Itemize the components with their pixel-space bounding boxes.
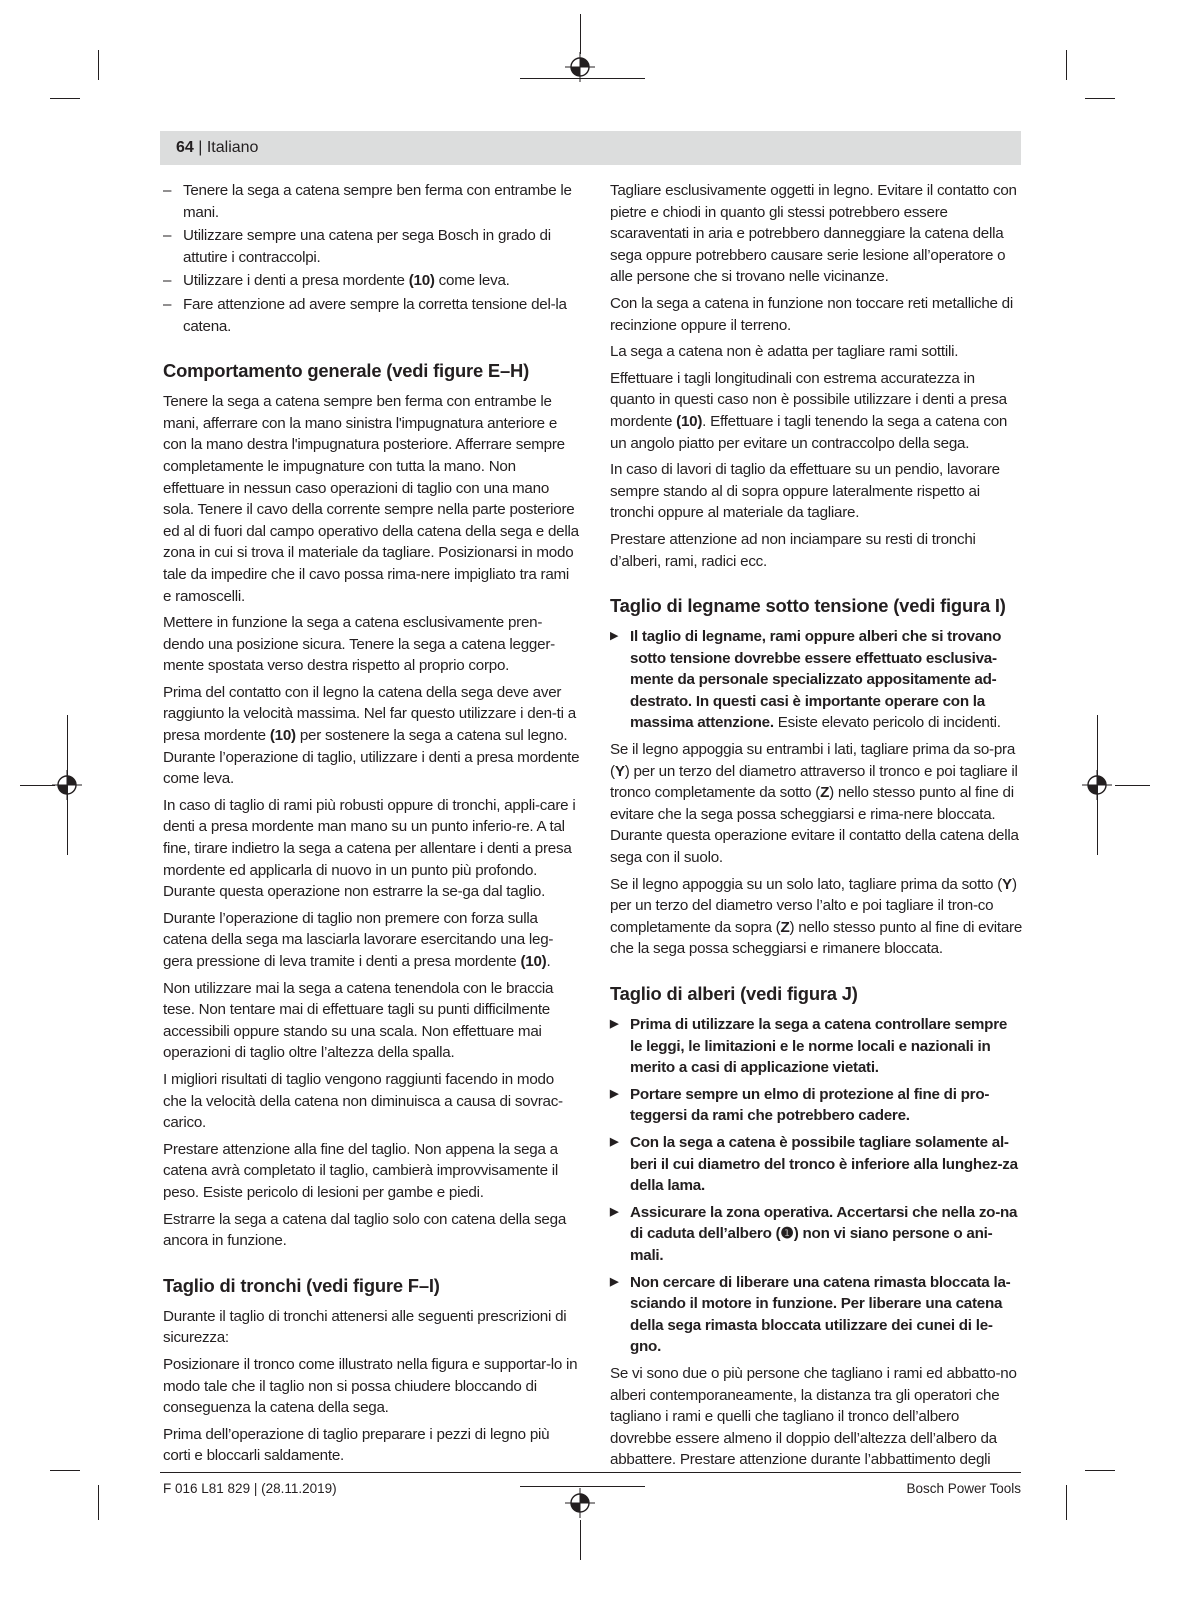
right-column [610, 180, 1022, 1476]
registration-mark-icon [1082, 770, 1112, 800]
registration-mark-icon [565, 52, 595, 82]
crop-mark [1085, 1470, 1115, 1471]
list-item: – Utilizzare i denti a presa mordente (10) come leva. [163, 270, 580, 292]
crop-mark [580, 1520, 581, 1560]
paragraph: Se il legno appoggia su entrambi i lati, tagliare prima da so-pra (Y) per un terzo del diametro attraverso il tronco e poi tagliare il tronco completamente da sotto (Z) nello stesso punto al fine di evitare che la sega possa scheggiarsi e rima-nere bloccata. Durante questa operazione evitare il contatto della catena della sega con il suolo. [610, 741, 1019, 867]
paragraph: Tagliare esclusivamente oggetti in legno. Evitare il contatto con pietre e chiodi in quanto gli stessi potrebbero essere scaraventati in aria e potrebbero danneggiare la catena della sega oppure potrebbero causare serie lesione all’operatore o alle persone che si trovano nelle vicinanze. [610, 182, 1017, 286]
paragraph: Durante il taglio di tronchi attenersi alle seguenti prescrizioni di sicurezza: [163, 1307, 567, 1347]
paragraph: Estrarre la sega a catena dal taglio solo con catena della sega ancora in funzione. [163, 1210, 567, 1250]
paragraph: La sega a catena non è adatta per tagliare rami sottili. [610, 343, 959, 361]
crop-mark [50, 1470, 80, 1471]
crop-mark [1115, 785, 1150, 786]
paragraph: Mettere in funzione la sega a catena esclusivamente pren-dendo una posizione sicura. Tenere la sega a catena legger-mente spostata verso destra rispetto al proprio corpo. [163, 614, 555, 675]
header-language: Italiano [206, 139, 259, 156]
crop-mark [1066, 1485, 1067, 1520]
paragraph: Prestare attenzione ad non inciampare su resti di tronchi d’alberi, rami, radici ecc. [610, 530, 976, 570]
crop-mark [1066, 50, 1067, 80]
section-heading: Comportamento generale (vedi figure E–H) [163, 360, 530, 382]
paragraph: Se vi sono due o più persone che tagliano i rami ed abbatto-no alberi contemporaneamente, la distanza tra gli operatori che tagliano i rami e quelli che tagliano il tronco dell’albero dovrebbe essere almeno il doppio dell’altezza dell’albero da abbattere. Prestare attenzione durante l’abbattimento degli [610, 1364, 1017, 1469]
warning-item: ▶ Portare sempre un elmo di protezione al fine di pro-teggersi da rami che potrebbero cadere. [610, 1084, 1022, 1127]
paragraph: Durante l’operazione di taglio non premere con forza sulla catena della sega ma lasciarla lavorare esercitando una leg-gera pressione di leva tramite i denti a presa mordente (10). [163, 909, 554, 970]
list-item: – Utilizzare sempre una catena per sega Bosch in grado di attutire i contraccolpi. [163, 225, 580, 268]
paragraph: Posizionare il tronco come illustrato nella figura e supportar-lo in modo tale che il taglio non si possa chiudere bloccando di conseguenza la catena della sega. [163, 1355, 578, 1417]
footer-divider [160, 1472, 1021, 1473]
paragraph: Non utilizzare mai la sega a catena tenendola con le braccia tese. Non tentare mai di effettuare tagli su punti difficilmente accessibili oppure stando su una scala. Non effettuare mai operazioni di taglio oltre l’altezza della spalla. [163, 979, 554, 1062]
warning-list [610, 1014, 1022, 1358]
section-heading: Taglio di tronchi (vedi figure F–I) [163, 1274, 440, 1296]
page-header [160, 131, 1021, 165]
paragraph: Effettuare i tagli longitudinali con estrema accuratezza in quanto in questi caso non è possibile utilizzare i denti a presa mordente (10). Effettuare i tagli tenendo la sega a catena con un angolo piatto per evitare un contraccolpo della sega. [610, 369, 1008, 452]
warning-item: ▶ Assicurare la zona operativa. Accertarsi che nella zo-na di caduta dell’albero (❶) non vi siano persone o ani-mali. [610, 1202, 1022, 1267]
paragraph: In caso di lavori di taglio da effettuare su un pendio, lavorare sempre stando al di sopra oppure lateralmente rispetto ai tronchi oppure al materiale da tagliare. [610, 461, 1000, 522]
warning-item: ▶ Non cercare di liberare una catena rimasta bloccata la-sciando il motore in funzione. Per liberare una catena della sega rimasta bloccata utilizzare dei cunei di le-gno. [610, 1272, 1022, 1358]
paragraph: Prima del contatto con il legno la catena della sega deve aver raggiunto la velocità massima. Nel far questo utilizzare i den-ti a presa mordente (10) per sostenere la sega a catena sul legno. Durante l’operazione di taglio, utilizzare i denti a presa mordente come leva. [163, 683, 580, 788]
paragraph: In caso di taglio di rami più robusti oppure di tronchi, appli-care i denti a presa mordente man mano su un punto inferio-re. A tal fine, tirare indietro la sega a catena per allentare i denti a presa mordente ed applicarla di nuovo in un punto più profondo. Durante questa operazione non estrarre la se-ga dal taglio. [163, 796, 576, 901]
paragraph: Tenere la sega a catena sempre ben ferma con entrambe le mani, afferrare con la mano sinistra l'impugnatura anteriore e con la mano destra l'impugnatura posteriore. Afferrare sempre completamente le impugnature con tutta la mano. Non effettuare in nessun caso operazioni di taglio con una mano sola. Tenere il cavo della corrente sempre nella parte posteriore ed al di fuori dal campo operativo della catena della sega e della zona in cui si trova il materiale da tagliare. Posizionarsi in modo tale da impedire che il cavo possa rima-nere impigliato tra rami e ramoscelli. [163, 393, 579, 605]
warning-list [610, 626, 1022, 734]
crop-mark [98, 50, 99, 80]
paragraph: Se il legno appoggia su un solo lato, tagliare prima da sotto (Y) per un terzo del diametro verso l’alto e poi tagliare il tron-co completamente da sopra (Z) nello stesso punto al fine di evitare che la sega possa scheggiarsi e rimanere bloccata. [610, 875, 1023, 958]
crop-mark [98, 1485, 99, 1520]
crop-mark [20, 785, 55, 786]
footer-doc-id: F 016 L81 829 | (28.11.2019) [163, 1481, 337, 1496]
warning-item: ▶ Prima di utilizzare la sega a catena controllare sempre le leggi, le limitazioni e le norme locali e nazionali in merito a casi di applicazione vietati. [610, 1014, 1022, 1079]
registration-mark-icon [565, 1488, 595, 1518]
footer-brand: Bosch Power Tools [906, 1481, 1021, 1496]
crop-mark [580, 14, 581, 54]
registration-mark-icon [52, 770, 82, 800]
crop-mark [520, 1486, 645, 1487]
list-item: – Fare attenzione ad avere sempre la corretta tensione del-la catena. [163, 294, 580, 337]
list-item: – Tenere la sega a catena sempre ben ferma con entrambe le mani. [163, 180, 580, 223]
warning-item: ▶ Con la sega a catena è possibile tagliare solamente al-beri il cui diametro del tronco è inferiore alla lunghez-za della lama. [610, 1132, 1022, 1197]
section-heading: Taglio di alberi (vedi figura J) [610, 983, 858, 1004]
safety-dash-list [163, 180, 580, 337]
left-column [163, 180, 580, 1472]
paragraph: Prestare attenzione alla fine del taglio. Non appena la sega a catena avrà completato il taglio, cambierà improvvisamente il peso. Esiste pericolo di lesioni per gambe e piedi. [163, 1140, 558, 1201]
page-number: 64 [176, 139, 194, 156]
crop-mark [50, 98, 80, 99]
paragraph: Con la sega a catena in funzione non toccare reti metalliche di recinzione oppure il terreno. [610, 294, 1014, 334]
paragraph: Prima dell’operazione di taglio preparare i pezzi di legno più corti e bloccarli saldamente. [163, 1425, 550, 1465]
paragraph: I migliori risultati di taglio vengono raggiunti facendo in modo che la velocità della catena non diminuisca a causa di sovrac-carico. [163, 1070, 563, 1132]
header-separator: | [193, 139, 207, 156]
crop-mark [1085, 98, 1115, 99]
section-heading: Taglio di legname sotto tensione (vedi figura I) [610, 595, 1006, 617]
warning-item: ▶ Il taglio di legname, rami oppure alberi che si trovano sotto tensione dovrebbe essere effettuato esclusiva-mente da personale specializzato appositamente ad-destrato. In questi casi è importante operare con la massima attenzione. Esiste elevato pericolo di incidenti. [610, 626, 1022, 734]
